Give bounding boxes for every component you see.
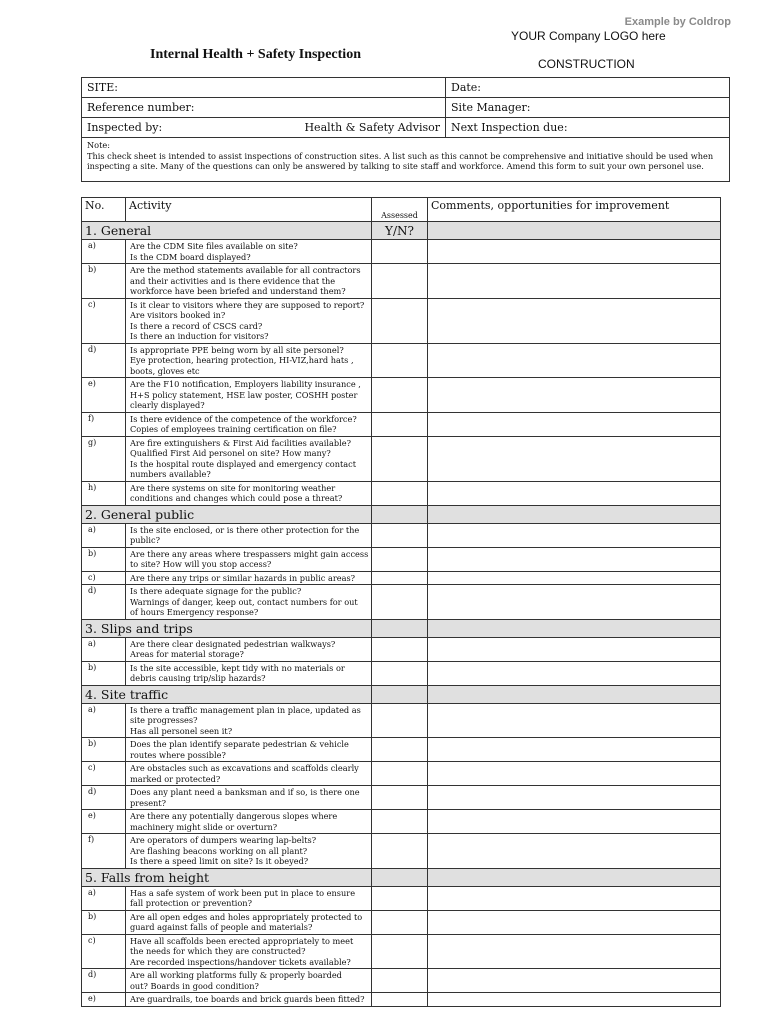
reference-number-label: Reference number: [87,101,195,114]
section-title: 5. Falls from height [82,868,372,886]
table-row [82,547,721,571]
date-field[interactable] [446,78,730,98]
question-line: Have all scaffolds been erected appropriately to meet [130,935,354,946]
question-line: Are guardrails, toe boards and brick guards been fitted? [130,994,365,1004]
comments-cell[interactable] [428,523,721,547]
question-line: Is there a traffic management plan in place, updated as [130,704,361,715]
header-comments: Comments, opportunities for improvement [428,198,721,222]
note-box [82,138,730,182]
item-label: b) [82,264,126,299]
comments-cell[interactable] [428,786,721,810]
comments-cell[interactable] [428,378,721,413]
item-label: c) [82,934,126,969]
watermark-text: Example by Coldrop [624,16,731,28]
question-line: site progresses? [130,715,198,725]
item-question [126,934,372,969]
question-line: Are obstacles such as excavations and scaffolds clearly [130,763,359,773]
assessed-cell[interactable] [372,969,428,993]
question-line: Is the site accessible, kept tidy with no materials or [130,662,345,673]
question-line: marked or protected? [130,773,221,784]
item-question [126,585,372,620]
question-line: Eye protection, hearing protection, HI-VIZ,hard hats , [130,355,354,365]
question-line: and their activities and is there evidence that the [130,275,336,286]
table-row [82,240,721,264]
question-line: Has a safe system of work been put in place to ensure [130,887,356,898]
item-question [126,436,372,481]
section-header-row [82,685,721,703]
item-question [126,993,372,1007]
table-row [82,934,721,969]
advisor-label: Health & Safety Advisor [304,121,440,134]
item-label: d) [82,786,126,810]
header-no: No. [82,198,126,222]
section-title: 4. Site traffic [82,685,372,703]
assessed-cell[interactable] [372,703,428,738]
question-line: Is there adequate signage for the public? [130,586,302,596]
question-line: Is the site enclosed, or is there other protection for the [130,524,360,535]
question-line: routes where possible? [130,749,226,760]
table-row [82,703,721,738]
note-line: This check sheet is intended to assist inspections of construction sites. A list such as this cannot be comprehensive and initiative should be used when [87,150,714,161]
comments-cell[interactable] [428,886,721,910]
question-line: debris causing trip/slip hazards? [130,673,266,683]
comments-cell[interactable] [428,810,721,834]
site-manager-label: Site Manager: [451,101,531,114]
table-row [82,738,721,762]
assessed-cell[interactable] [372,661,428,685]
site-manager-field[interactable] [446,98,730,118]
question-line: Is there evidence of the competence of the workforce? [130,413,357,424]
item-question [126,703,372,738]
question-line: workforce have been briefed and understand them? [130,286,346,296]
question-line: Does the plan identify separate pedestrian & vehicle [130,739,349,749]
comments-cell[interactable] [428,585,721,620]
item-question [126,571,372,585]
table-row [82,412,721,436]
item-question [126,412,372,436]
section-title: 1. General [82,222,372,240]
section-header-row [82,868,721,886]
item-label: h) [82,481,126,505]
table-header-row [82,198,721,222]
comments-cell[interactable] [428,934,721,969]
inspection-info-table [81,77,730,182]
item-question [126,834,372,869]
assessed-cell[interactable] [372,240,428,264]
assessed-cell[interactable] [372,343,428,378]
assessed-cell[interactable] [372,993,428,1007]
section-header-row [82,222,721,240]
section-yn-label [372,505,428,523]
table-row [82,378,721,413]
table-row [82,910,721,934]
question-line: Is there a record of CSCS card? [130,320,263,331]
item-question [126,969,372,993]
question-line: Are all working platforms fully & properly boarded [130,970,342,980]
assessed-cell[interactable] [372,585,428,620]
item-label: g) [82,436,126,481]
section-comments-cell [428,619,721,637]
document-subtitle: CONSTRUCTION [538,57,635,71]
assessed-cell[interactable] [372,738,428,762]
comments-cell[interactable] [428,412,721,436]
item-label: a) [82,703,126,738]
date-label: Date: [451,81,482,94]
assessed-cell[interactable] [372,886,428,910]
table-row [82,481,721,505]
question-line: Is the CDM board displayed? [130,251,251,262]
table-row [82,343,721,378]
section-yn-label [372,685,428,703]
assessed-cell[interactable] [372,412,428,436]
assessed-cell[interactable] [372,264,428,299]
item-label: f) [82,834,126,869]
item-question [126,661,372,685]
table-row [82,298,721,343]
question-line: Are there any potentially dangerous slopes where [130,811,338,821]
section-header-row [82,619,721,637]
question-line: H+S policy statement, HSE law poster, COSHH poster [130,389,358,400]
item-question [126,481,372,505]
comments-cell[interactable] [428,481,721,505]
item-question [126,910,372,934]
item-question [126,886,372,910]
question-line: Are there any areas where trespassers might gain access [130,548,368,559]
section-comments-cell [428,505,721,523]
item-label: c) [82,762,126,786]
assessed-cell[interactable] [372,571,428,585]
assessed-cell[interactable] [372,786,428,810]
header-activity: Activity [126,198,372,222]
table-row [82,264,721,299]
item-question [126,298,372,343]
note-label: Note: [87,140,110,150]
comments-cell[interactable] [428,834,721,869]
question-line: Are flashing beacons working on all plant? [130,845,308,856]
comments-cell[interactable] [428,343,721,378]
assessed-cell[interactable] [372,481,428,505]
inspected-by-label: Inspected by: [87,121,163,134]
table-row [82,834,721,869]
comments-cell[interactable] [428,762,721,786]
table-row [82,762,721,786]
section-title: 2. General public [82,505,372,523]
question-line: Are operators of dumpers wearing lap-belts? [130,835,317,845]
company-logo-placeholder: YOUR Company LOGO here [511,29,666,43]
item-label: c) [82,571,126,585]
table-row [82,585,721,620]
table-row [82,786,721,810]
inspected-by-field[interactable] [82,118,446,138]
assessed-cell[interactable] [372,523,428,547]
item-question [126,810,372,834]
comments-cell[interactable] [428,571,721,585]
item-label: a) [82,240,126,264]
comments-cell[interactable] [428,547,721,571]
question-line: Are the F10 notification, Employers liability insurance , [130,379,361,389]
question-line: Is it clear to visitors where they are supposed to report? [130,299,365,310]
section-comments-cell [428,868,721,886]
question-line: present? [130,797,167,808]
question-line: Are the CDM Site files available on site? [130,241,298,251]
question-line: Are visitors booked in? [130,310,226,320]
assessed-cell[interactable] [372,298,428,343]
question-line: machinery might slide or overturn? [130,821,278,832]
item-label: a) [82,637,126,661]
section-comments-cell [428,222,721,240]
table-row [82,886,721,910]
item-label: a) [82,886,126,910]
section-yn-label [372,868,428,886]
question-line: numbers available? [130,469,211,479]
comments-cell[interactable] [428,436,721,481]
question-line: Copies of employees training certification on file? [130,424,337,434]
assessed-cell[interactable] [372,910,428,934]
item-question [126,378,372,413]
item-question [126,762,372,786]
table-row [82,523,721,547]
question-line: boots, gloves etc [130,365,200,376]
question-line: guard against falls of people and materials? [130,922,313,932]
question-line: conditions and changes which could pose a threat? [130,493,343,503]
item-question [126,343,372,378]
item-question [126,786,372,810]
assessed-cell[interactable] [372,547,428,571]
question-line: Are there any trips or similar hazards in public areas? [130,572,356,583]
assessed-cell[interactable] [372,637,428,661]
assessed-cell[interactable] [372,810,428,834]
item-question [126,547,372,571]
item-label: c) [82,298,126,343]
question-line: to site? How will you stop access? [130,559,272,569]
checklist-table [81,197,721,1007]
document-title: Internal Health + Safety Inspection [150,47,361,62]
question-line: Is there a speed limit on site? Is it obeyed? [130,856,309,866]
comments-cell[interactable] [428,661,721,685]
question-line: Is the hospital route displayed and emergency contact [130,458,357,469]
question-line: Are there systems on site for monitoring weather [130,482,336,493]
item-label: b) [82,547,126,571]
comments-cell[interactable] [428,240,721,264]
item-label: e) [82,993,126,1007]
question-line: Is appropriate PPE being worn by all site personel? [130,344,344,355]
comments-cell[interactable] [428,264,721,299]
question-line: Qualified First Aid personel on site? How many? [130,448,331,458]
next-inspection-field[interactable] [446,118,730,138]
question-line: Does any plant need a banksman and if so, is there one [130,787,360,797]
comments-cell[interactable] [428,993,721,1007]
question-line: of hours Emergency response? [130,607,259,617]
item-question [126,264,372,299]
site-label: SITE: [87,81,118,94]
header-assessed: Assessed [372,198,428,222]
assessed-cell[interactable] [372,436,428,481]
table-row [82,969,721,993]
comments-cell[interactable] [428,910,721,934]
comments-cell[interactable] [428,637,721,661]
question-line: clearly displayed? [130,400,205,410]
question-line: Is there an induction for visitors? [130,331,269,341]
comments-cell[interactable] [428,738,721,762]
note-line: inspecting a site. Many of the questions can only be answered by talking to site staff and workforce. Amend this form to suit your own personel use. [87,161,704,171]
item-label: d) [82,343,126,378]
item-label: e) [82,810,126,834]
comments-cell[interactable] [428,969,721,993]
comments-cell[interactable] [428,298,721,343]
next-inspection-label: Next Inspection due: [451,121,568,134]
table-row [82,993,721,1007]
question-line: fall protection or prevention? [130,898,252,908]
section-title: 3. Slips and trips [82,619,372,637]
item-label: b) [82,661,126,685]
comments-cell[interactable] [428,703,721,738]
assessed-cell[interactable] [372,834,428,869]
question-line: Are the method statements available for all contractors [130,265,361,275]
item-label: b) [82,910,126,934]
assessed-cell[interactable] [372,934,428,969]
item-label: e) [82,378,126,413]
question-line: Are recorded inspections/handover tickets available? [130,956,351,967]
site-field[interactable] [82,78,446,98]
table-row [82,661,721,685]
question-line: out? Boards in good condition? [130,980,259,991]
item-question [126,637,372,661]
item-label: a) [82,523,126,547]
assessed-cell[interactable] [372,378,428,413]
item-label: d) [82,969,126,993]
question-line: Are all open edges and holes appropriately protected to [130,911,363,922]
item-question [126,523,372,547]
question-line: Warnings of danger, keep out, contact numbers for out [130,596,358,607]
section-yn-label [372,619,428,637]
reference-number-field[interactable] [82,98,446,118]
table-row [82,637,721,661]
table-row [82,436,721,481]
item-label: d) [82,585,126,620]
question-line: Are there clear designated pedestrian walkways? [130,638,336,649]
item-label: f) [82,412,126,436]
section-yn-label: Y/N? [372,222,428,240]
item-label: b) [82,738,126,762]
section-comments-cell [428,685,721,703]
table-row [82,571,721,585]
question-line: the needs for which they are constructed? [130,946,306,956]
question-line: Are fire extinguishers & First Aid facilities available? [130,437,351,448]
item-question [126,738,372,762]
question-line: Has all personel seen it? [130,725,233,736]
assessed-cell[interactable] [372,762,428,786]
section-header-row [82,505,721,523]
table-row [82,810,721,834]
question-line: Areas for material storage? [130,649,244,659]
question-line: public? [130,535,160,545]
item-question [126,240,372,264]
